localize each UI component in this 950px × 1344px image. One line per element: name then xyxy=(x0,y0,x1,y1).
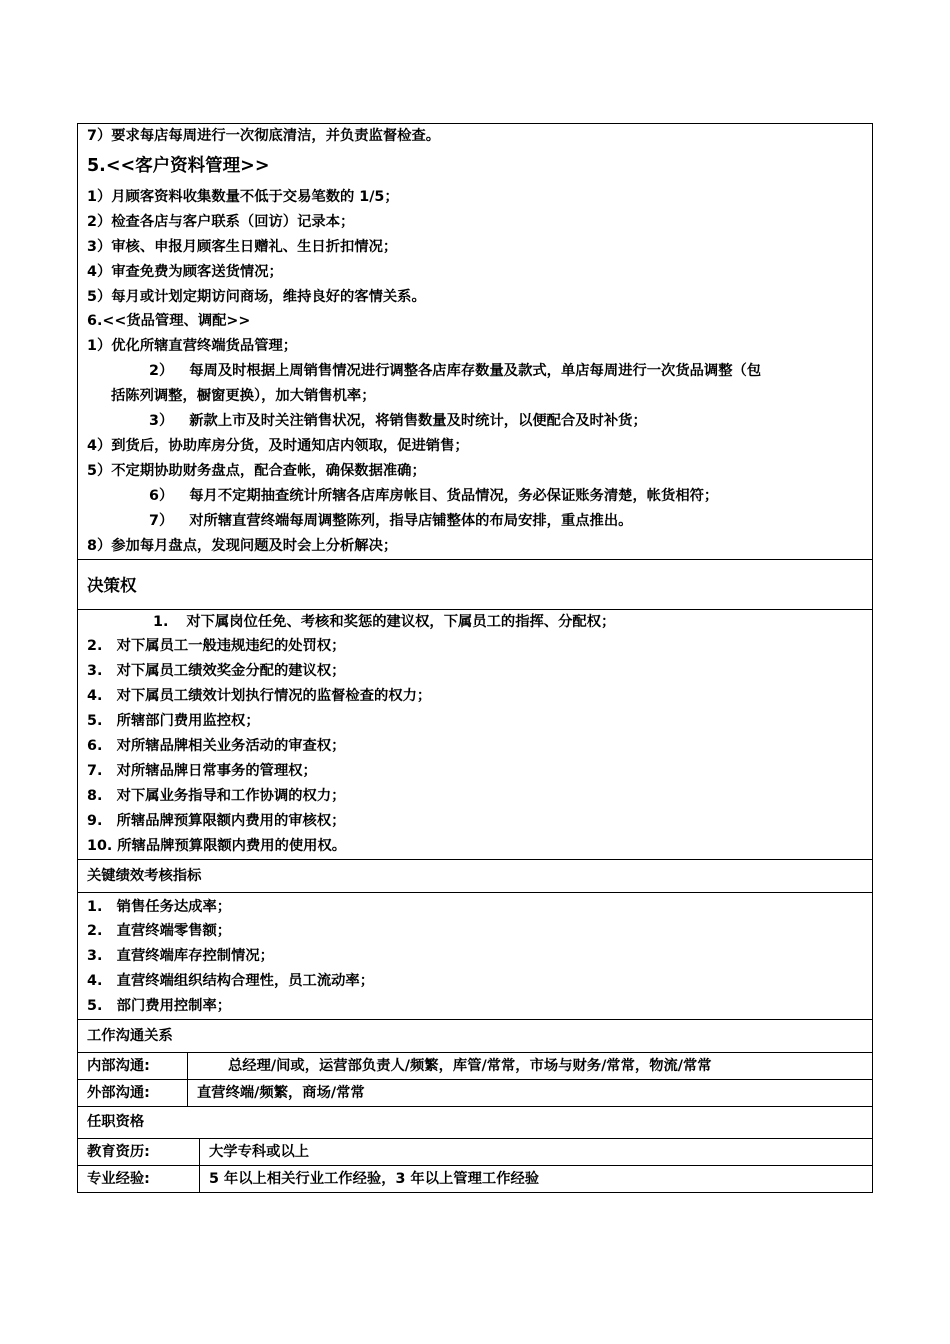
section-heading-customer-data: 5.<<客户资料管理>> xyxy=(87,155,270,176)
item-number: 1. xyxy=(153,613,169,630)
duty-line: 1）优化所辖直营终端货品管理； xyxy=(87,338,298,355)
decision-line: 2. 对下属员工一般违规违纪的处罚权； xyxy=(87,638,346,655)
duty-line xyxy=(87,409,863,434)
duty-line: 4）到货后，协助库房分货，及时通知店内领取，促进销售； xyxy=(87,437,469,454)
job-description-table xyxy=(77,123,873,1193)
experience-row xyxy=(77,1166,873,1193)
external-value: 直营终端/频繁，商场/常常 xyxy=(197,1085,365,1102)
experience-value: 5 年以上相关行业工作经验，3 年以上管理工作经验 xyxy=(209,1171,540,1188)
kpi-line: 1. 销售任务达成率； xyxy=(87,898,232,915)
decision-line: 8. 对下属业务指导和工作协调的权力； xyxy=(87,787,346,804)
decision-line: 7. 对所辖品牌日常事务的管理权； xyxy=(87,762,317,779)
communication-heading-cell xyxy=(77,1020,873,1053)
decision-line: 3. 对下属员工绩效奖金分配的建议权； xyxy=(87,663,346,680)
duty-line xyxy=(87,509,863,534)
decision-line: 5. 所辖部门费用监控权； xyxy=(87,713,260,730)
item-text: 每月不定期抽查统计所辖各店库房帐目、货品情况，务必保证账务清楚，帐货相符； xyxy=(189,487,719,504)
section-heading-communication: 工作沟通关系 xyxy=(87,1028,173,1045)
internal-value: 总经理/间或，运营部负责人/频繁，库管/常常，市场与财务/常常，物流/常常 xyxy=(228,1058,712,1075)
internal-label: 内部沟通: xyxy=(78,1053,188,1079)
duty-line: 4）审查免费为顾客送货情况； xyxy=(87,263,283,280)
decision-line xyxy=(87,610,863,635)
external-label: 外部沟通: xyxy=(78,1080,188,1106)
duty-line: 8）参加每月盘点，发现问题及时会上分析解决； xyxy=(87,537,398,554)
education-label: 教育资历: xyxy=(78,1139,200,1165)
duty-line: 2）检查各店与客户联系（回访）记录本； xyxy=(87,213,355,230)
kpi-heading-cell xyxy=(77,860,873,893)
duty-line: 5）不定期协助财务盘点，配合查帐，确保数据准确； xyxy=(87,462,426,479)
item-text: 对下属岗位任免、考核和奖惩的建议权，下属员工的指挥、分配权； xyxy=(186,613,616,630)
education-row xyxy=(77,1139,873,1166)
item-text: 每周及时根据上周销售情况进行调整各店库存数量及款式，单店每周进行一次货品调整（包 xyxy=(189,363,762,380)
item-text: 新款上市及时关注销售状况，将销售数量及时统计，以便配合及时补货； xyxy=(189,413,647,430)
decision-line: 9. 所辖品牌预算限额内费用的审核权； xyxy=(87,812,346,829)
decision-heading-cell xyxy=(77,560,873,610)
internal-communication-row xyxy=(77,1053,873,1080)
external-communication-row xyxy=(77,1080,873,1107)
kpi-line: 5. 部门费用控制率； xyxy=(87,998,232,1015)
kpi-line: 2. 直营终端零售额； xyxy=(87,923,232,940)
duty-line: 3）审核、申报月顾客生日赠礼、生日折扣情况； xyxy=(87,238,398,255)
section-heading-kpi: 关键绩效考核指标 xyxy=(87,867,202,884)
section-heading-goods: 6.<<货品管理、调配>> xyxy=(87,313,251,330)
education-value: 大学专科或以上 xyxy=(209,1144,310,1161)
kpi-line: 4. 直营终端组织结构合理性，员工流动率； xyxy=(87,973,375,990)
duties-cell xyxy=(77,123,873,560)
duty-line xyxy=(87,484,863,509)
duty-line: 5）每月或计划定期访问商场，维持良好的客情关系。 xyxy=(87,288,426,305)
duty-line: 1）月顾客资料收集数量不低于交易笔数的 1/5； xyxy=(87,188,399,205)
section-heading-qualification: 任职资格 xyxy=(87,1114,145,1131)
item-number: 2） xyxy=(149,363,174,380)
kpi-cell xyxy=(77,893,873,1021)
decision-line: 10. 所辖品牌预算限额内费用的使用权。 xyxy=(87,837,347,854)
qualification-heading-cell xyxy=(77,1107,873,1139)
duty-line-continuation: 括陈列调整，橱窗更换），加大销售机率； xyxy=(111,388,376,405)
duty-line: 7）要求每店每周进行一次彻底清洁，并负责监督检查。 xyxy=(87,128,441,144)
item-number: 6） xyxy=(149,487,174,504)
item-number: 7） xyxy=(149,512,174,529)
decision-cell xyxy=(77,610,873,860)
decision-line: 4. 对下属员工绩效计划执行情况的监督检查的权力； xyxy=(87,688,432,705)
duty-line xyxy=(87,359,863,384)
decision-line: 6. 对所辖品牌相关业务活动的审查权； xyxy=(87,738,346,755)
item-text: 对所辖直营终端每周调整陈列，指导店铺整体的布局安排，重点推出。 xyxy=(189,512,633,529)
experience-label: 专业经验: xyxy=(78,1166,200,1192)
kpi-line: 3. 直营终端库存控制情况； xyxy=(87,948,274,965)
section-heading-decision: 决策权 xyxy=(87,575,137,595)
item-number: 3） xyxy=(149,413,174,430)
